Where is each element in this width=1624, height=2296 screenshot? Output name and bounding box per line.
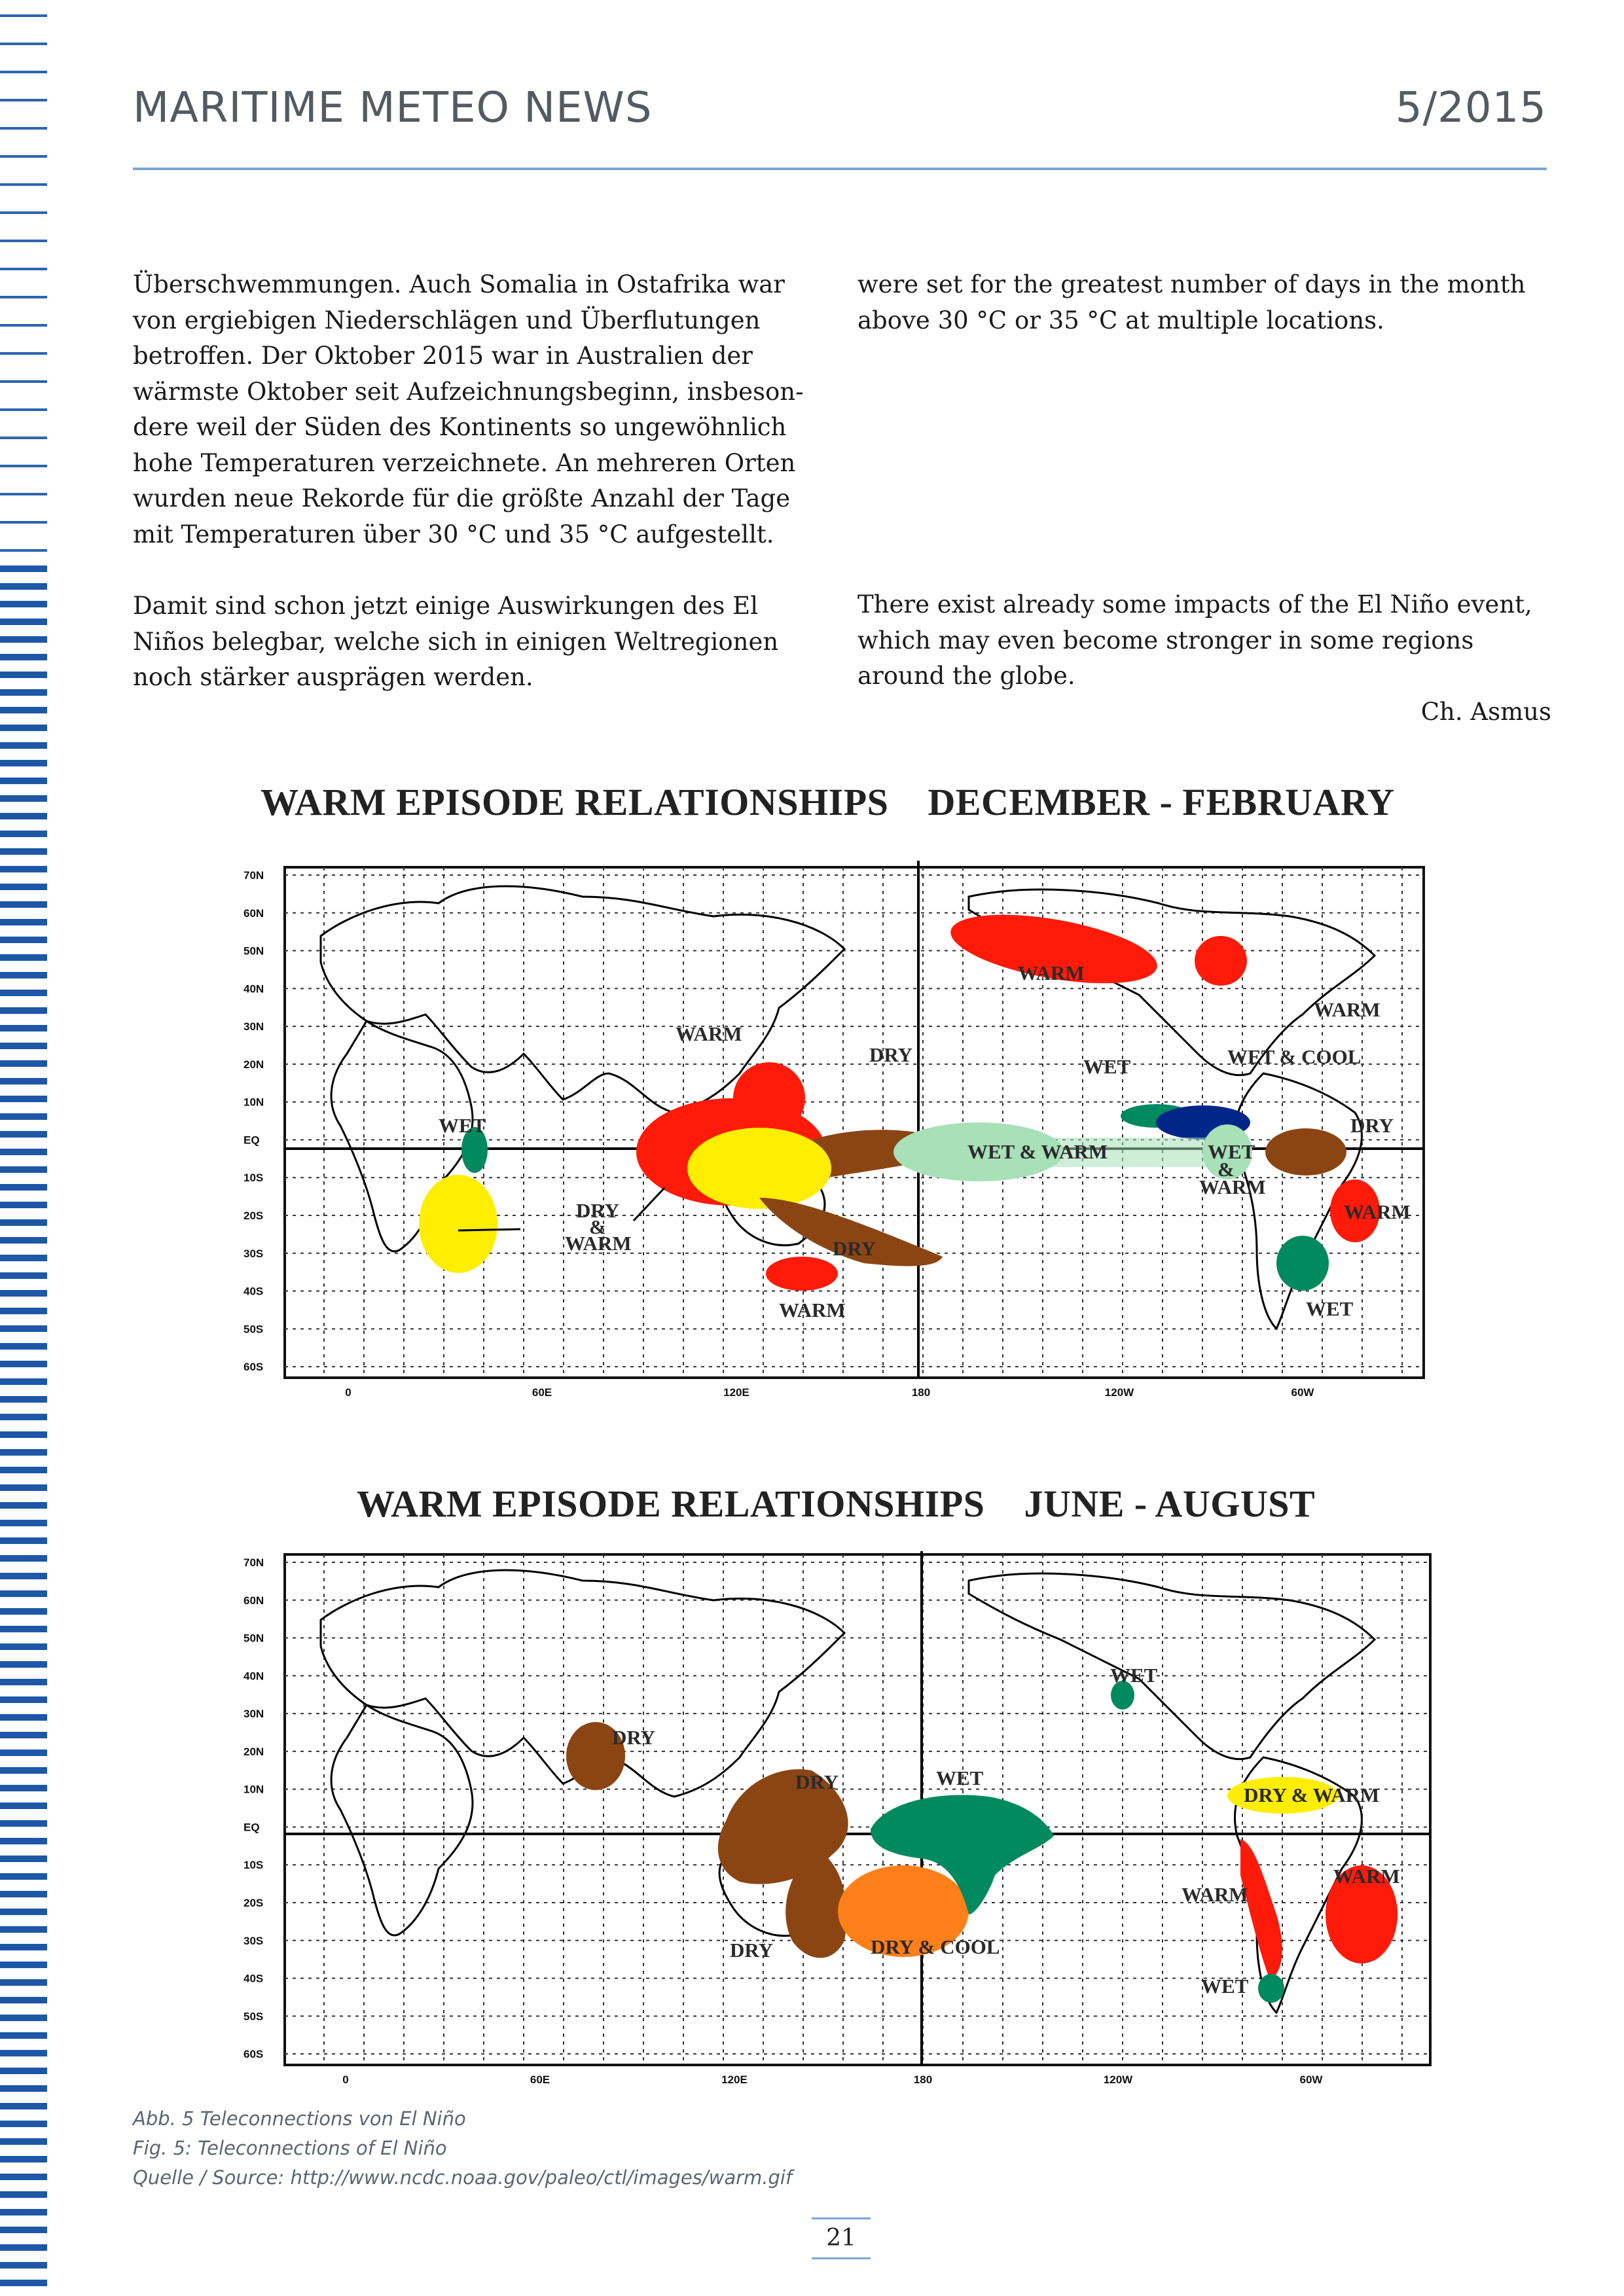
page-number: 21 — [812, 2217, 871, 2259]
label-wet-warm-east-1: WET — [1208, 1140, 1255, 1163]
label-wet-warm-east-3: WARM — [1199, 1175, 1266, 1198]
label-dry-cool: DRY & COOL — [871, 1935, 1000, 1958]
lon-tick-label: 120W — [1104, 1386, 1134, 1399]
label-dry-warm-1: DRY — [576, 1199, 620, 1222]
lat-tick-label: 20N — [244, 1745, 264, 1758]
map2-lat-ticks — [244, 1556, 264, 2060]
map1-lat-ticks — [244, 869, 264, 1373]
map1-title-right: DECEMBER - FEBRUARY — [928, 781, 1395, 823]
lat-tick-label: 10S — [244, 1859, 264, 1872]
lat-tick-label: 40S — [244, 1972, 264, 1985]
lat-tick-label: 40N — [244, 982, 264, 996]
label-dry-warm-ca: DRY & WARM — [1244, 1784, 1380, 1806]
lat-tick-label: 20S — [244, 1210, 264, 1222]
region-wet-chile — [1258, 1974, 1284, 2003]
lat-tick-label: 10N — [244, 1096, 264, 1109]
region-warm-seaus — [766, 1257, 838, 1291]
lat-tick-label: 60S — [244, 1361, 264, 1374]
map2-lon-ticks — [342, 2073, 1323, 2086]
lon-tick-label: 60E — [530, 2073, 550, 2086]
lat-tick-label: 50N — [244, 944, 264, 958]
label-wet-na: WET — [1110, 1664, 1158, 1687]
english-paragraph-1: were set for the greatest number of days in the month above 30 °C or 35 °C at multiple locations. — [857, 270, 1526, 334]
region-wet-arg — [1276, 1236, 1329, 1291]
german-paragraph-1: Überschwemmungen. Auch Somalia in Ostafrika war von ergiebigen Niederschlägen und Überflutungen betroffen. Der Oktober 2015 war in Australien der wärmste Oktober seit Aufzeichnungsbeginn, insbeson- dere weil der Süden des Kontinents so ungewöhnlich hohe Temperaturen verzeichnete. An mehreren Orten wurden neue Rekorde für die größte Anzahl der Tage mit Temperaturen über 30 °C und 35 °C aufgestellt. — [133, 270, 804, 548]
label-dry-aus: DRY — [833, 1237, 876, 1260]
lat-tick-label: 50S — [244, 2010, 264, 2023]
german-paragraph-2: Damit sind schon jetzt einige Auswirkungen des El Niños belegbar, welche sich in einigen Weltregionen noch stärker ausprägen werden. — [133, 592, 779, 691]
region-dry-nbrazil — [1265, 1128, 1346, 1175]
label-warm-sa-w: WARM — [1182, 1883, 1248, 1906]
lat-tick-label: 30S — [244, 1934, 264, 1947]
lat-tick-label: 30S — [244, 1247, 264, 1260]
lat-tick-label: 60S — [244, 2048, 264, 2061]
label-wet-africa: WET — [439, 1114, 486, 1137]
caption-source: Quelle / Source: http://www.ncdc.noaa.gov/paleo/ctl/images/warm.gif — [133, 2166, 793, 2189]
page-side-stripe-top — [0, 0, 47, 563]
lat-tick-label: 20S — [244, 1897, 264, 1909]
lat-tick-label: 20N — [244, 1058, 264, 1071]
lon-tick-label: 60W — [1291, 1386, 1314, 1399]
label-warm-china: WARM — [676, 1022, 742, 1045]
region-dry-warm-indo — [687, 1128, 831, 1209]
lon-tick-label: 120E — [723, 1386, 749, 1399]
map2-figure — [242, 1548, 1434, 2086]
map1-figure — [242, 857, 1434, 1399]
english-column — [857, 267, 1551, 766]
map1-title — [261, 780, 1395, 824]
lon-tick-label: 60E — [532, 1386, 552, 1399]
map2-title-left: WARM EPISODE RELATIONSHIPS — [357, 1482, 985, 1525]
map2-title — [357, 1482, 1315, 1526]
label-wet-arg: WET — [1306, 1297, 1354, 1320]
lon-tick-label: 0 — [342, 2073, 349, 2086]
lon-tick-label: 120E — [721, 2073, 748, 2086]
lat-tick-label: 40N — [244, 1670, 264, 1683]
label-dry-warm-2: & — [589, 1215, 606, 1238]
issue-number: 5/2015 — [1395, 84, 1547, 132]
lat-tick-label: EQ — [244, 1134, 260, 1147]
author: Ch. Asmus — [1420, 697, 1551, 726]
map1-svg — [242, 857, 1434, 1399]
caption-german: Abb. 5 Teleconnections von El Niño — [133, 2108, 466, 2130]
label-warm-ne: WARM — [1314, 998, 1380, 1021]
lat-tick-label: 40S — [244, 1285, 264, 1298]
label-dry-pac: DRY — [869, 1043, 913, 1066]
label-dry-warm-3: WARM — [565, 1232, 632, 1255]
lat-tick-label: 30N — [244, 1708, 264, 1721]
label-warm-brazil: WARM — [1333, 1865, 1400, 1888]
map1-lon-ticks — [345, 1386, 1314, 1399]
lat-tick-label: 10N — [244, 1783, 264, 1796]
german-column — [133, 267, 827, 732]
header-rule — [133, 168, 1547, 170]
label-warm-seaus: WARM — [779, 1299, 846, 1321]
newsletter-title: MARITIME METEO NEWS — [133, 84, 653, 132]
lat-tick-label: 10S — [244, 1172, 264, 1185]
map2-svg — [242, 1548, 1434, 2086]
caption-english: Fig. 5: Teleconnections of El Niño — [133, 2137, 447, 2159]
label-dry-nbrazil: DRY — [1350, 1114, 1394, 1137]
lon-tick-label: 180 — [911, 1386, 931, 1399]
label-dry-india: DRY — [612, 1726, 656, 1749]
lat-tick-label: 60N — [244, 906, 264, 920]
region-dry-warm-africa — [419, 1175, 497, 1273]
map1-title-left: WARM EPISODE RELATIONSHIPS — [261, 781, 889, 823]
label-wet-cool: WET & COOL — [1227, 1045, 1362, 1068]
lon-tick-label: 120W — [1103, 2073, 1133, 2086]
lon-tick-label: 60W — [1299, 2073, 1323, 2086]
label-wet-chile: WET — [1201, 1975, 1249, 1998]
label-wet-pac: WET — [936, 1767, 984, 1789]
lat-tick-label: EQ — [244, 1821, 260, 1834]
lon-tick-label: 0 — [345, 1386, 352, 1399]
lat-tick-label: 50S — [244, 1323, 264, 1336]
label-warm-brazil: WARM — [1344, 1200, 1411, 1223]
lat-tick-label: 30N — [244, 1020, 264, 1033]
label-wet-warm-pac: WET & WARM — [967, 1140, 1108, 1163]
map2-title-right: JUNE - AUGUST — [1024, 1482, 1316, 1525]
region-warm-ne — [1195, 936, 1247, 986]
page-header — [133, 84, 1547, 136]
lat-tick-label: 70N — [244, 1556, 264, 1569]
label-wet-gulf: WET — [1083, 1055, 1131, 1078]
label-wet-warm-east-2: & — [1218, 1158, 1235, 1181]
label-dry-indo: DRY — [795, 1770, 839, 1793]
lat-tick-label: 50N — [244, 1632, 264, 1645]
label-warm-npac: WARM — [1018, 961, 1085, 984]
lat-tick-label: 70N — [244, 869, 264, 882]
label-dry-aus: DRY — [730, 1939, 774, 1962]
figure-caption — [133, 2104, 792, 2193]
lon-tick-label: 180 — [913, 2073, 933, 2086]
english-paragraph-2: There exist already some impacts of the El Niño event, which may even become stronger in some regions around the globe. — [857, 590, 1532, 690]
lat-tick-label: 60N — [244, 1594, 264, 1607]
